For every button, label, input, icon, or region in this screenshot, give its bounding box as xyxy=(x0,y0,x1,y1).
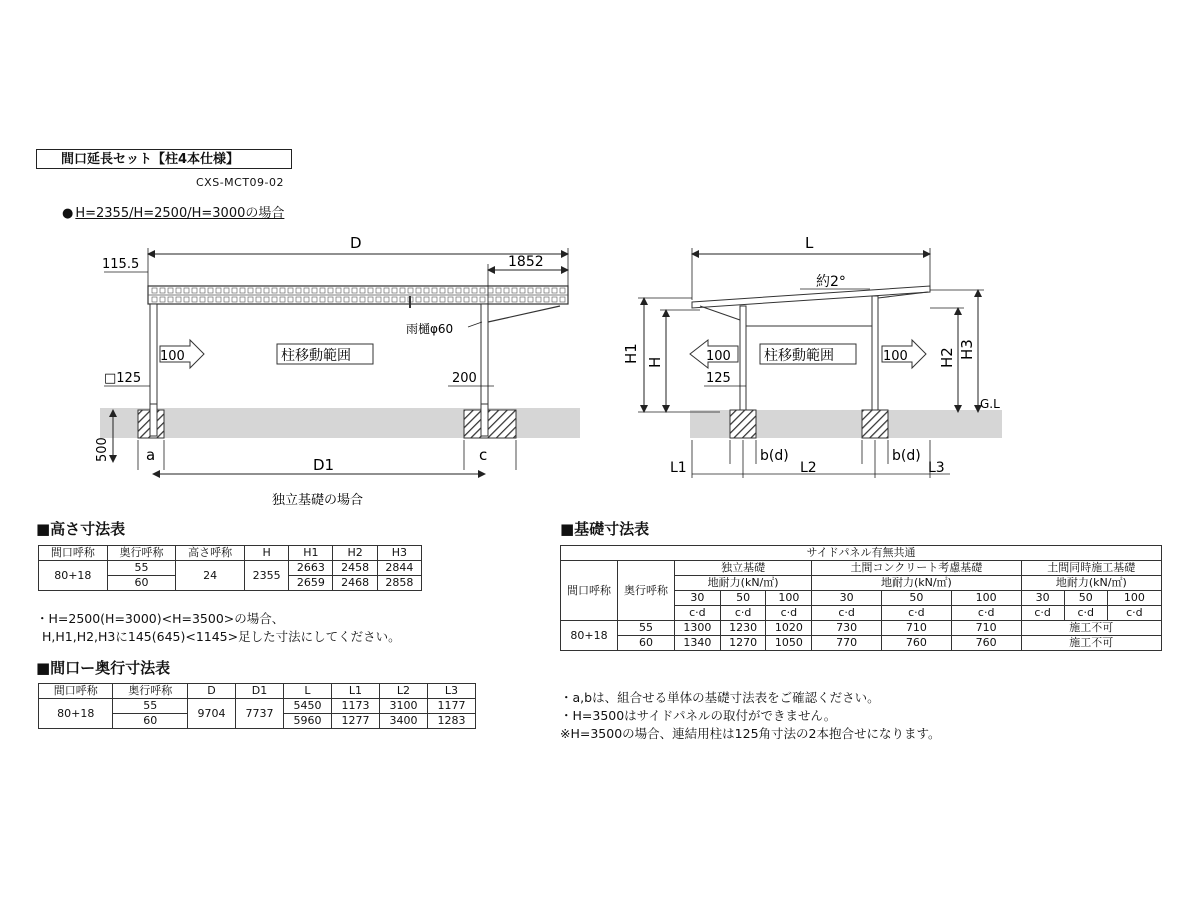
side-view xyxy=(95,234,580,508)
height-note-2: H,H1,H2,H3に145(645)<1145>足した寸法にしてください。 xyxy=(42,629,401,644)
dim-L1-label: L1 xyxy=(670,460,687,476)
table-row xyxy=(39,699,476,714)
dim-H-label: H xyxy=(646,356,664,368)
table-header-cell: 奥行呼称 xyxy=(107,546,176,561)
arrow-left-label: 100 xyxy=(706,349,731,364)
bullet-icon: ● xyxy=(62,206,74,221)
table-header-row xyxy=(561,546,1162,561)
table-header-cell: 50 xyxy=(720,591,766,606)
side-caption: 独立基礎の場合 xyxy=(272,493,364,508)
table-cell: 80+18 xyxy=(39,699,113,729)
table-header-cell: 100 xyxy=(766,591,812,606)
table-header-row xyxy=(561,561,1162,576)
table-header-cell: 30 xyxy=(812,591,882,606)
table-header-cell: L1 xyxy=(331,684,379,699)
table-cell: 24 xyxy=(176,561,245,591)
table-header-cell: サイドパネル有無共通 xyxy=(561,546,1162,561)
table-cell: 730 xyxy=(812,621,882,636)
table-header-cell: L xyxy=(283,684,331,699)
table-header-cell: 地耐力(kN/㎡) xyxy=(812,576,1021,591)
dim-L2-label: L2 xyxy=(800,460,817,476)
table-cell: 55 xyxy=(107,561,176,576)
height-cases-text: H=2355/H=2500/H=3000の場合 xyxy=(75,206,285,221)
size-table xyxy=(38,683,476,729)
table-cell: 60 xyxy=(618,636,675,651)
foundation-table-title: ■基礎寸法表 xyxy=(560,520,650,538)
table-cell: 1270 xyxy=(720,636,766,651)
table-cell: 1050 xyxy=(766,636,812,651)
dim-115-label: 115.5 xyxy=(102,257,140,272)
table-cell: 7737 xyxy=(235,699,283,729)
foundation-front-left xyxy=(730,410,756,438)
table-header-cell: L3 xyxy=(427,684,475,699)
table-cell: 55 xyxy=(113,699,187,714)
table-cell: 5450 xyxy=(283,699,331,714)
table-cell: 1300 xyxy=(675,621,721,636)
table-cell: 2663 xyxy=(289,561,333,576)
dim-1852-label: 1852 xyxy=(508,254,544,270)
dim-L3-label: L3 xyxy=(928,460,945,476)
table-header-cell: 地耐力(kN/㎡) xyxy=(1021,576,1161,591)
table-header-cell: L2 xyxy=(379,684,427,699)
table-cell: 9704 xyxy=(187,699,235,729)
table-cell: 2659 xyxy=(289,576,333,591)
table-cell: 3400 xyxy=(379,714,427,729)
table-cell: 2458 xyxy=(333,561,377,576)
table-header-cell: D xyxy=(187,684,235,699)
table-header-row xyxy=(39,546,422,561)
table-cell: 1020 xyxy=(766,621,812,636)
dim-bd1-label: b(d) xyxy=(760,448,789,464)
table-header-cell: c·d xyxy=(881,606,951,621)
table-cell: 80+18 xyxy=(39,561,108,591)
table-header-cell: c·d xyxy=(720,606,766,621)
post-front-right xyxy=(872,296,878,416)
table-header-cell: c·d xyxy=(1021,606,1064,621)
set-title: 間口延長セット【柱4本仕様】 xyxy=(36,149,292,169)
table-header-cell: H1 xyxy=(289,546,333,561)
table-cell: 施工不可 xyxy=(1021,621,1161,636)
table-header-cell: 100 xyxy=(951,591,1021,606)
table-header-cell: c·d xyxy=(675,606,721,621)
table-cell: 1340 xyxy=(675,636,721,651)
table-cell: 施工不可 xyxy=(1021,636,1161,651)
table-header-cell: 30 xyxy=(1021,591,1064,606)
post-left xyxy=(150,304,157,410)
dim-H2-label: H2 xyxy=(938,347,956,368)
table-cell: 60 xyxy=(107,576,176,591)
table-header-cell: H3 xyxy=(377,546,421,561)
table-cell: 2355 xyxy=(244,561,288,591)
foundation-c xyxy=(464,410,516,438)
table-header-cell: 50 xyxy=(881,591,951,606)
dim-bd2-label: b(d) xyxy=(892,448,921,464)
table-cell: 60 xyxy=(113,714,187,729)
table-header-cell: 間口呼称 xyxy=(561,561,618,621)
dim-L-label: L xyxy=(805,234,814,252)
table-header-cell: 高さ呼称 xyxy=(176,546,245,561)
table-cell: 2858 xyxy=(377,576,421,591)
dim-500-label: 500 xyxy=(95,437,110,462)
dim-125-label: 125 xyxy=(706,371,731,386)
table-header-cell: 奥行呼称 xyxy=(618,561,675,621)
foundation-note-2: ・H=3500はサイドパネルの取付ができません。 xyxy=(560,708,837,723)
post-front-left xyxy=(740,306,746,416)
dim-a-label: a xyxy=(146,446,156,464)
gutter-label: 雨樋φ60 xyxy=(406,322,454,336)
dim-200-label: 200 xyxy=(452,371,477,386)
table-header-cell: D1 xyxy=(235,684,283,699)
table-header-cell: 土間コンクリート考慮基礎 xyxy=(812,561,1021,576)
table-cell: 2844 xyxy=(377,561,421,576)
height-table xyxy=(38,545,422,591)
dim-D1-label: D1 xyxy=(313,456,335,474)
arrow-right-label: 100 xyxy=(883,349,908,364)
table-cell: 2468 xyxy=(333,576,377,591)
dim-D-label: D xyxy=(350,234,362,252)
table-header-cell: c·d xyxy=(812,606,882,621)
table-cell: 1277 xyxy=(331,714,379,729)
table-header-row xyxy=(39,684,476,699)
height-note-1: ・H=2500(H=3000)<H=3500>の場合、 xyxy=(36,611,285,626)
table-header-cell: c·d xyxy=(1064,606,1107,621)
table-header-cell: 間口呼称 xyxy=(39,684,113,699)
foundation-note-3: ※H=3500の場合、連結用柱は125角寸法の2本抱合せになります。 xyxy=(560,726,941,741)
table-header-cell: 地耐力(kN/㎡) xyxy=(675,576,812,591)
table-header-cell: 50 xyxy=(1064,591,1107,606)
table-header-cell: 土間同時施工基礎 xyxy=(1021,561,1161,576)
model-number: CXS-MCT09-02 xyxy=(196,176,285,189)
table-cell: 1173 xyxy=(331,699,379,714)
table-header-cell: c·d xyxy=(951,606,1021,621)
table-header-cell: 100 xyxy=(1107,591,1161,606)
gutter-brace xyxy=(488,306,560,322)
table-cell: 80+18 xyxy=(561,621,618,651)
table-header-cell: 独立基礎 xyxy=(675,561,812,576)
table-cell: 3100 xyxy=(379,699,427,714)
table-header-cell: 30 xyxy=(675,591,721,606)
table-cell: 710 xyxy=(881,621,951,636)
front-view xyxy=(622,234,1002,478)
table-cell: 760 xyxy=(881,636,951,651)
height-table-title: ■高さ寸法表 xyxy=(36,520,126,538)
dim-H1-label: H1 xyxy=(622,343,640,364)
table-header-cell: H xyxy=(244,546,288,561)
table-cell: 5960 xyxy=(283,714,331,729)
table-row xyxy=(561,621,1162,636)
foundation-front-right xyxy=(862,410,888,438)
table-header-cell: c·d xyxy=(766,606,812,621)
size-table-title: ■間口ー奥行寸法表 xyxy=(36,659,171,677)
range-label: 柱移動範囲 xyxy=(281,348,351,364)
table-cell: 1177 xyxy=(427,699,475,714)
table-cell: 1283 xyxy=(427,714,475,729)
table-header-cell: c·d xyxy=(1107,606,1161,621)
table-row xyxy=(39,561,422,576)
foundation-note-1: ・a,bは、組合せる単体の基礎寸法表をご確認ください。 xyxy=(560,690,880,705)
foundation-table xyxy=(560,545,1162,651)
post-right xyxy=(481,304,488,410)
table-header-cell: H2 xyxy=(333,546,377,561)
post-size-label: □125 xyxy=(104,371,142,386)
table-cell: 710 xyxy=(951,621,1021,636)
dim-c-label: c xyxy=(479,446,488,464)
table-cell: 1230 xyxy=(720,621,766,636)
slope-label: 約2° xyxy=(816,274,846,290)
arrow-100-label: 100 xyxy=(160,349,185,364)
dim-H3-label: H3 xyxy=(958,339,976,360)
table-header-cell: 奥行呼称 xyxy=(113,684,187,699)
table-cell: 770 xyxy=(812,636,882,651)
table-cell: 760 xyxy=(951,636,1021,651)
ground-level-label: G.L xyxy=(980,397,1000,411)
range-label-front: 柱移動範囲 xyxy=(764,348,834,364)
table-row xyxy=(561,636,1162,651)
table-header-cell: 間口呼称 xyxy=(39,546,108,561)
table-cell: 55 xyxy=(618,621,675,636)
